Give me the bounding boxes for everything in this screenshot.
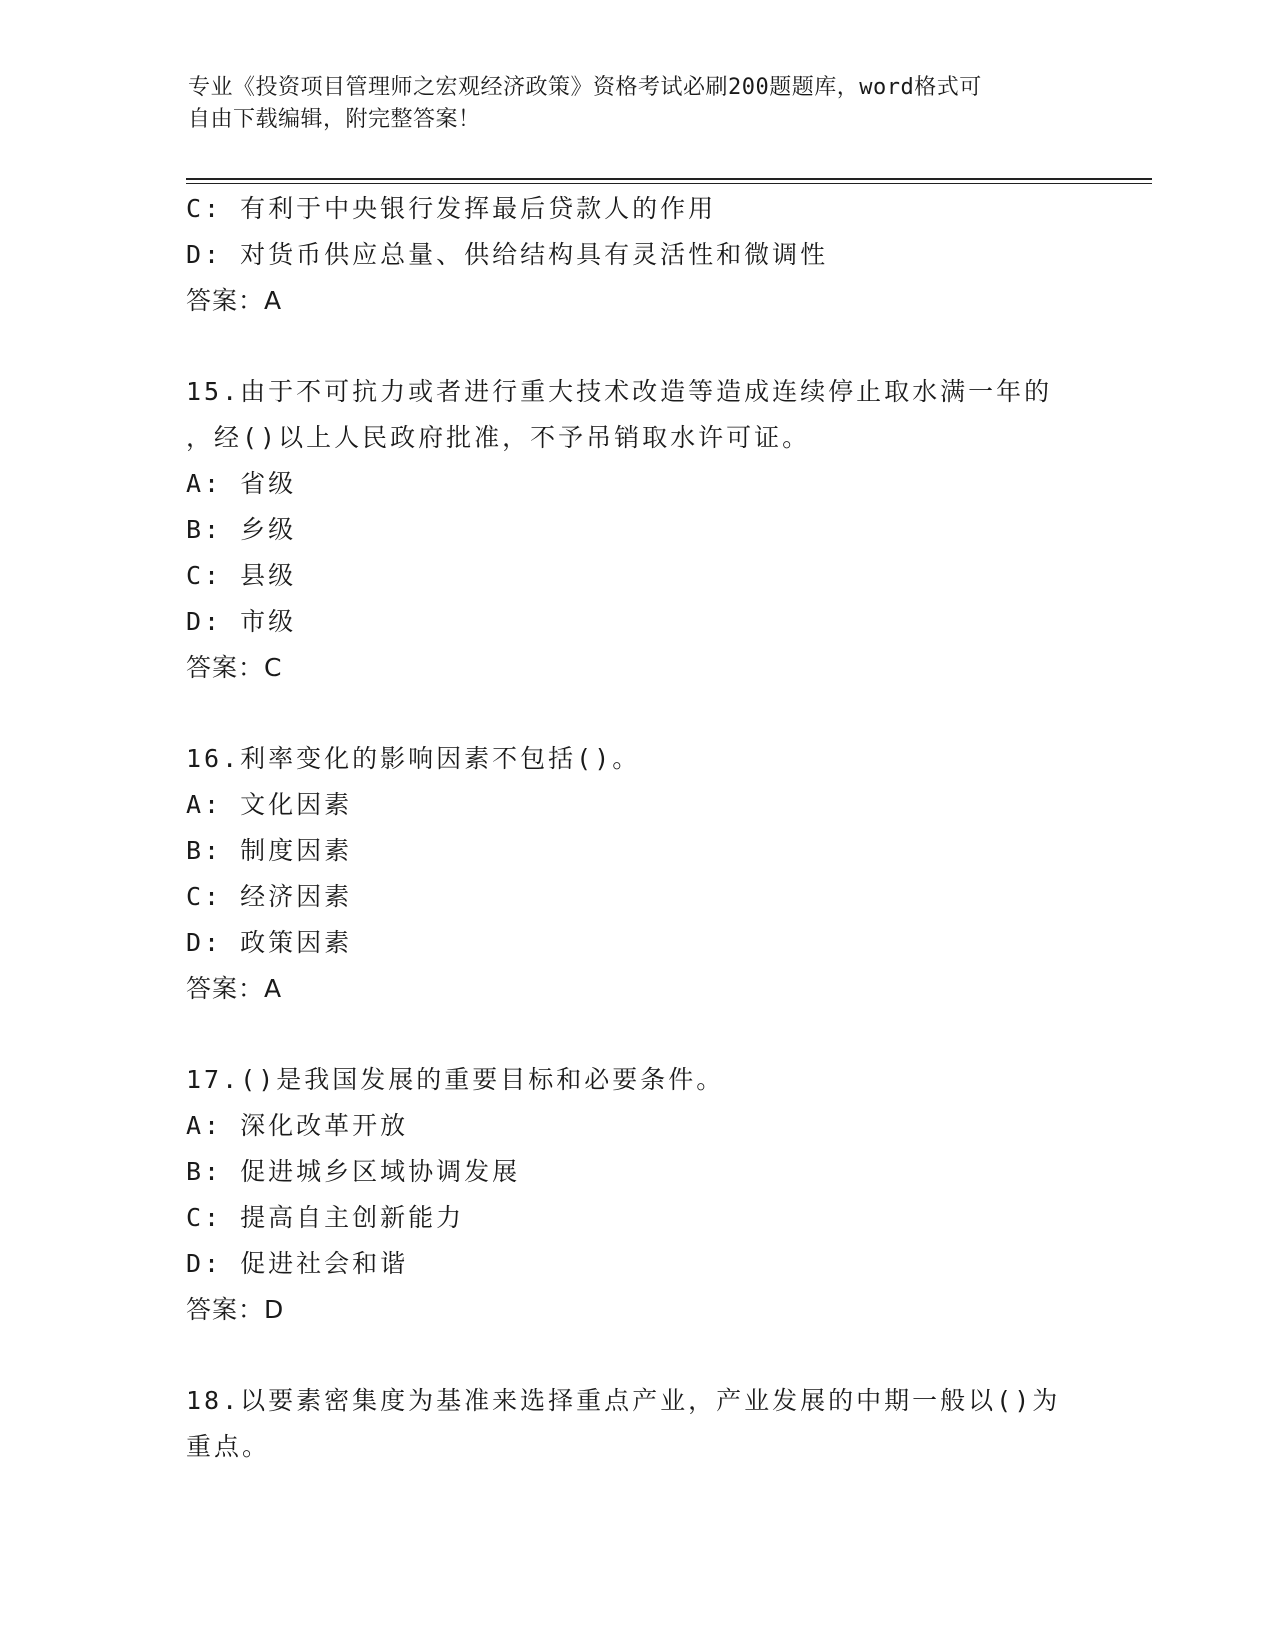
option-a: A: 深化改革开放 [186, 1111, 409, 1140]
question-17 [186, 1057, 1086, 1333]
option-c: C: 县级 [186, 561, 297, 590]
answer: 答案：A [186, 974, 283, 1003]
question-stem: 18.以要素密集度为基准来选择重点产业，产业发展的中期一般以()为 [186, 1386, 1061, 1415]
answer: 答案：A [186, 286, 283, 315]
question-stem: 16.利率变化的影响因素不包括()。 [186, 744, 641, 773]
option-d: D: 政策因素 [186, 928, 353, 957]
document-header [188, 72, 1068, 136]
option-c: C: 提高自主创新能力 [186, 1203, 465, 1232]
question-stem-continued: ，经()以上人民政府批准，不予吊销取水许可证。 [186, 423, 811, 452]
question-15 [186, 369, 1086, 691]
question-16 [186, 736, 1086, 1012]
question-list [186, 186, 1086, 1470]
option-d: D: 促进社会和谐 [186, 1249, 409, 1278]
question-14-tail [186, 186, 1086, 324]
option-c: C: 有利于中央银行发挥最后贷款人的作用 [186, 194, 717, 223]
question-stem-continued: 重点。 [186, 1432, 271, 1461]
question-stem: 15.由于不可抗力或者进行重大技术改造等造成连续停止取水满一年的 [186, 377, 1053, 406]
option-d: D: 对货币供应总量、供给结构具有灵活性和微调性 [186, 240, 829, 269]
answer: 答案：D [186, 1295, 285, 1324]
option-a: A: 省级 [186, 469, 297, 498]
header-line-1: 专业《投资项目管理师之宏观经济政策》资格考试必刷200题题库，word格式可 [188, 75, 982, 100]
answer: 答案：C [186, 653, 283, 682]
option-d: D: 市级 [186, 607, 297, 636]
header-divider [186, 178, 1152, 184]
option-b: B: 制度因素 [186, 836, 353, 865]
option-c: C: 经济因素 [186, 882, 353, 911]
header-line-2: 自由下载编辑，附完整答案！ [188, 107, 481, 132]
question-stem: 17.()是我国发展的重要目标和必要条件。 [186, 1065, 725, 1094]
option-b: B: 乡级 [186, 515, 297, 544]
option-b: B: 促进城乡区域协调发展 [186, 1157, 521, 1186]
option-a: A: 文化因素 [186, 790, 353, 819]
question-18 [186, 1378, 1086, 1470]
